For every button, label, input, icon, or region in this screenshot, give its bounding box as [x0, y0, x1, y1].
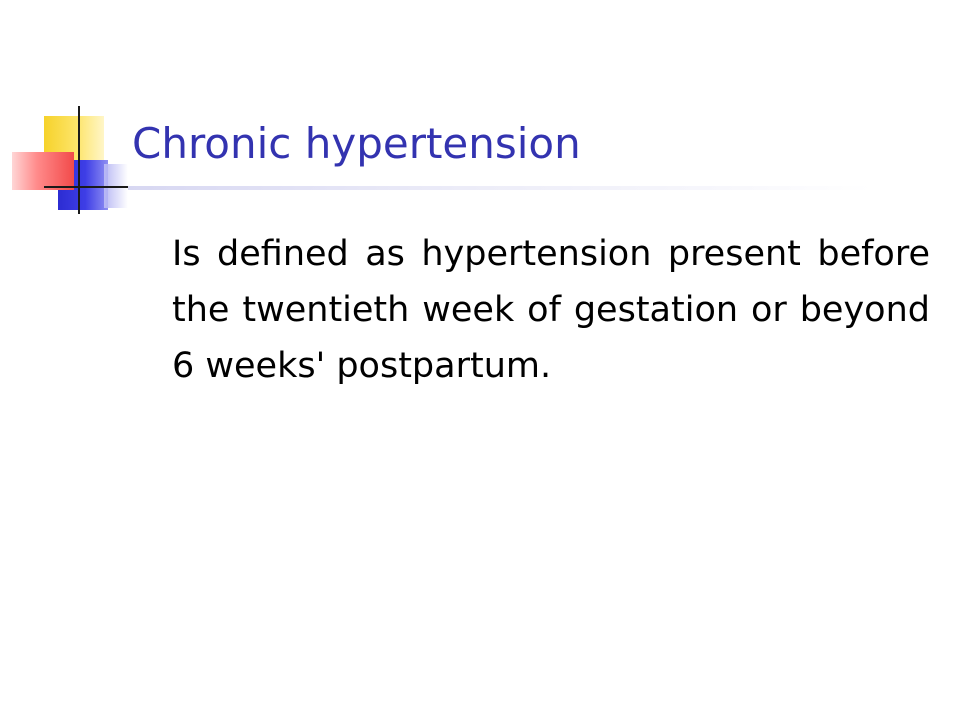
- vertical-line-shape: [78, 106, 80, 214]
- decorative-squares-logo: [0, 0, 140, 230]
- title-underline: [128, 186, 872, 190]
- slide-title: Chronic hypertension: [132, 119, 581, 168]
- red-square-shape: [12, 152, 74, 190]
- horizontal-line-shape: [44, 186, 129, 188]
- slide-body-text: Is defined as hypertension present before the twentieth week of gestation or beyond 6 weeks' postpartum.: [172, 234, 930, 386]
